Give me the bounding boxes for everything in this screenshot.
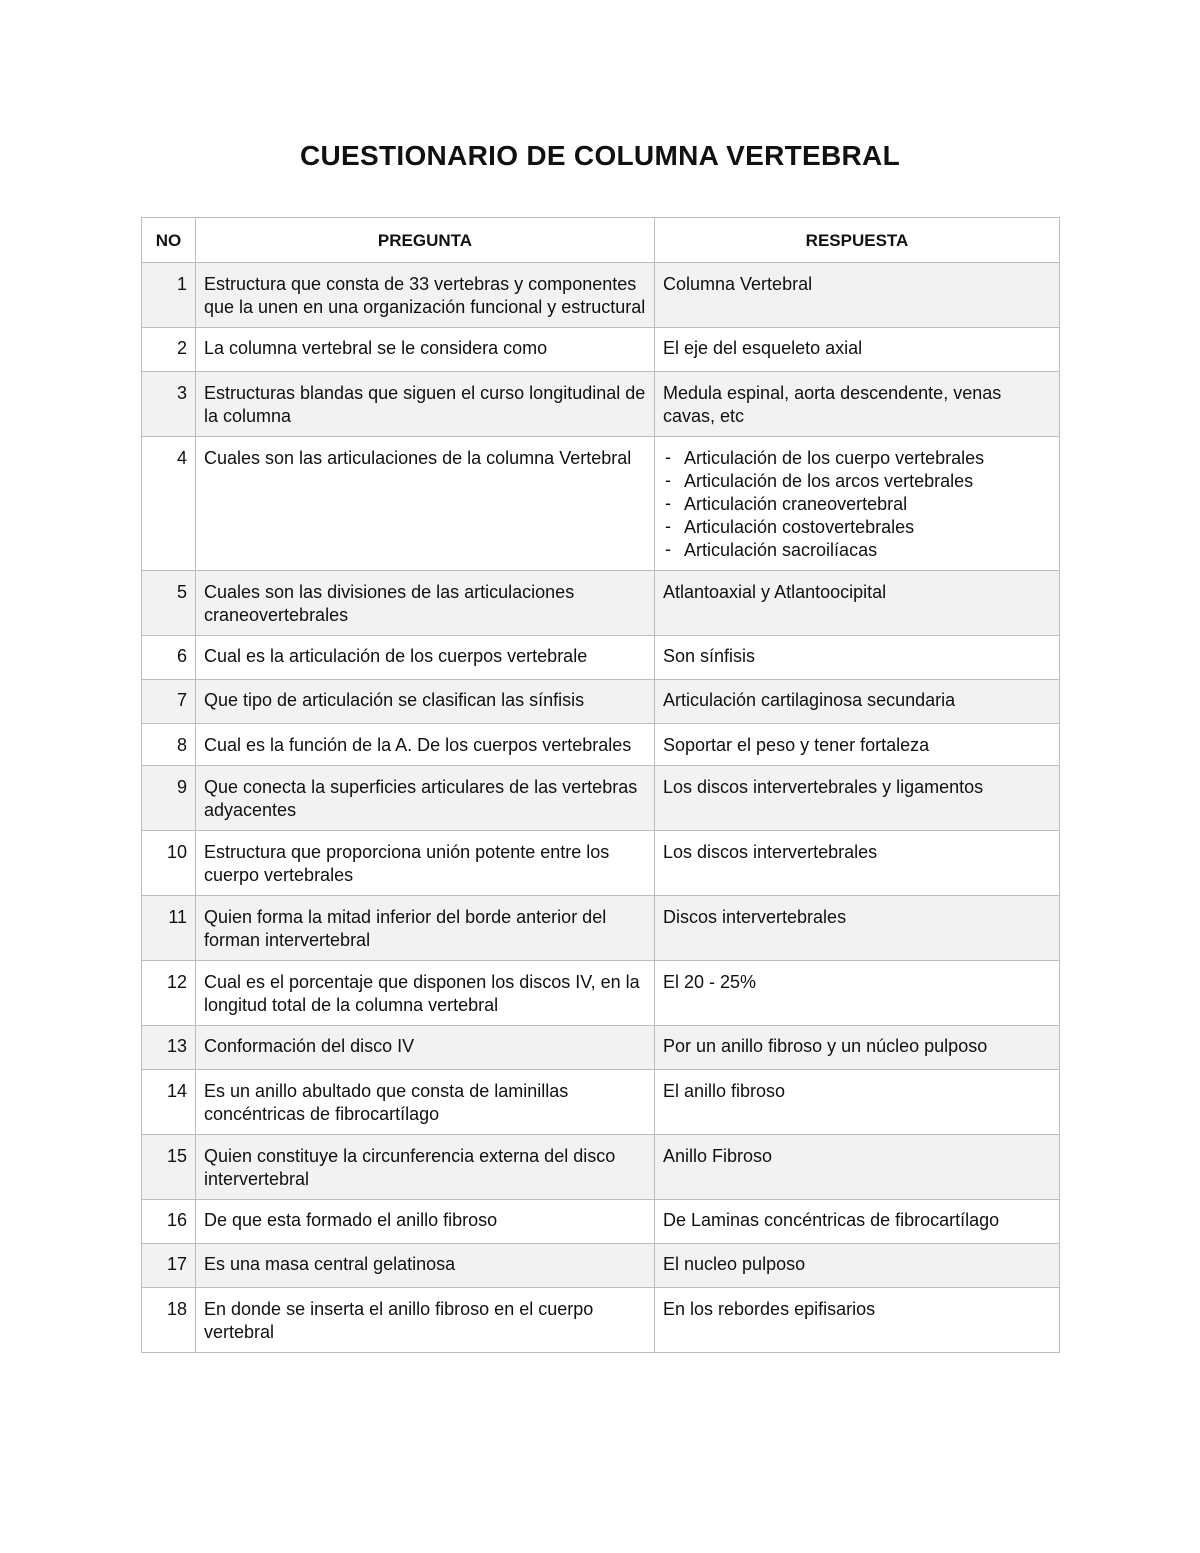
row-number: 13: [142, 1026, 196, 1070]
questionnaire-table: [141, 217, 1060, 1353]
answer-cell: El nucleo pulposo: [655, 1244, 1060, 1288]
question-cell: Que conecta la superficies articulares de las vertebras adyacentes: [196, 766, 655, 831]
header-no: NO: [142, 218, 196, 263]
list-item: - Articulación costovertebrales: [663, 516, 1051, 539]
answer-cell: Por un anillo fibroso y un núcleo pulposo: [655, 1026, 1060, 1070]
table-row: [142, 1200, 1060, 1244]
row-number: 1: [142, 263, 196, 328]
table-row: [142, 1135, 1060, 1200]
table-row: [142, 263, 1060, 328]
answer-cell: Discos intervertebrales: [655, 896, 1060, 961]
answer-cell: Los discos intervertebrales y ligamentos: [655, 766, 1060, 831]
answer-cell: El 20 - 25%: [655, 961, 1060, 1026]
header-row: [142, 218, 1060, 263]
header-question: PREGUNTA: [196, 218, 655, 263]
question-cell: Cuales son las divisiones de las articulaciones craneovertebrales: [196, 571, 655, 636]
answer-cell: En los rebordes epifisarios: [655, 1288, 1060, 1353]
row-number: 4: [142, 437, 196, 571]
question-cell: De que esta formado el anillo fibroso: [196, 1200, 655, 1244]
answer-cell: El eje del esqueleto axial: [655, 328, 1060, 372]
table-row: [142, 961, 1060, 1026]
table-row: [142, 1288, 1060, 1353]
question-cell: Es un anillo abultado que consta de laminillas concéntricas de fibrocartílago: [196, 1070, 655, 1135]
list-item: - Articulación de los arcos vertebrales: [663, 470, 1051, 493]
row-number: 2: [142, 328, 196, 372]
answer-cell: Anillo Fibroso: [655, 1135, 1060, 1200]
table-row: [142, 724, 1060, 766]
row-number: 12: [142, 961, 196, 1026]
row-number: 9: [142, 766, 196, 831]
row-number: 8: [142, 724, 196, 766]
table-row: [142, 766, 1060, 831]
answer-cell: Medula espinal, aorta descendente, venas cavas, etc: [655, 372, 1060, 437]
question-cell: Conformación del disco IV: [196, 1026, 655, 1070]
row-number: 11: [142, 896, 196, 961]
table-row: [142, 328, 1060, 372]
table-row: [142, 680, 1060, 724]
answer-cell: Atlantoaxial y Atlantoocipital: [655, 571, 1060, 636]
question-cell: Es una masa central gelatinosa: [196, 1244, 655, 1288]
question-cell: Quien constituye la circunferencia externa del disco intervertebral: [196, 1135, 655, 1200]
question-cell: Cual es el porcentaje que disponen los discos IV, en la longitud total de la columna vertebral: [196, 961, 655, 1026]
answer-cell: Soportar el peso y tener fortaleza: [655, 724, 1060, 766]
row-number: 5: [142, 571, 196, 636]
answer-cell: Columna Vertebral: [655, 263, 1060, 328]
row-number: 6: [142, 636, 196, 680]
table-row: [142, 896, 1060, 961]
answer-cell: Los discos intervertebrales: [655, 831, 1060, 896]
row-number: 14: [142, 1070, 196, 1135]
answer-cell: Articulación cartilaginosa secundaria: [655, 680, 1060, 724]
question-cell: La columna vertebral se le considera como: [196, 328, 655, 372]
row-number: 7: [142, 680, 196, 724]
answer-list: [663, 447, 1051, 562]
row-number: 15: [142, 1135, 196, 1200]
row-number: 16: [142, 1200, 196, 1244]
question-cell: En donde se inserta el anillo fibroso en el cuerpo vertebral: [196, 1288, 655, 1353]
question-cell: Cuales son las articulaciones de la columna Vertebral: [196, 437, 655, 571]
table-row: [142, 831, 1060, 896]
list-item: - Articulación craneovertebral: [663, 493, 1051, 516]
table-row: [142, 636, 1060, 680]
row-number: 18: [142, 1288, 196, 1353]
question-cell: Cual es la articulación de los cuerpos vertebrale: [196, 636, 655, 680]
question-cell: Cual es la función de la A. De los cuerpos vertebrales: [196, 724, 655, 766]
header-answer: RESPUESTA: [655, 218, 1060, 263]
page-title: CUESTIONARIO DE COLUMNA VERTEBRAL: [300, 140, 900, 171]
question-cell: Estructuras blandas que siguen el curso longitudinal de la columna: [196, 372, 655, 437]
question-cell: Estructura que proporciona unión potente entre los cuerpo vertebrales: [196, 831, 655, 896]
table-row: [142, 1070, 1060, 1135]
table-row: [142, 1244, 1060, 1288]
table-row: [142, 1026, 1060, 1070]
row-number: 3: [142, 372, 196, 437]
list-item: - Articulación sacroilíacas: [663, 539, 1051, 562]
question-cell: Estructura que consta de 33 vertebras y componentes que la unen en una organización funcional y estructural: [196, 263, 655, 328]
answer-cell: [655, 437, 1060, 571]
answer-cell: De Laminas concéntricas de fibrocartílago: [655, 1200, 1060, 1244]
question-cell: Que tipo de articulación se clasifican las sínfisis: [196, 680, 655, 724]
answer-cell: Son sínfisis: [655, 636, 1060, 680]
table-row: [142, 437, 1060, 571]
row-number: 10: [142, 831, 196, 896]
row-number: 17: [142, 1244, 196, 1288]
table-row: [142, 571, 1060, 636]
question-cell: Quien forma la mitad inferior del borde anterior del forman intervertebral: [196, 896, 655, 961]
list-item: - Articulación de los cuerpo vertebrales: [663, 447, 1051, 470]
answer-cell: El anillo fibroso: [655, 1070, 1060, 1135]
table-row: [142, 372, 1060, 437]
